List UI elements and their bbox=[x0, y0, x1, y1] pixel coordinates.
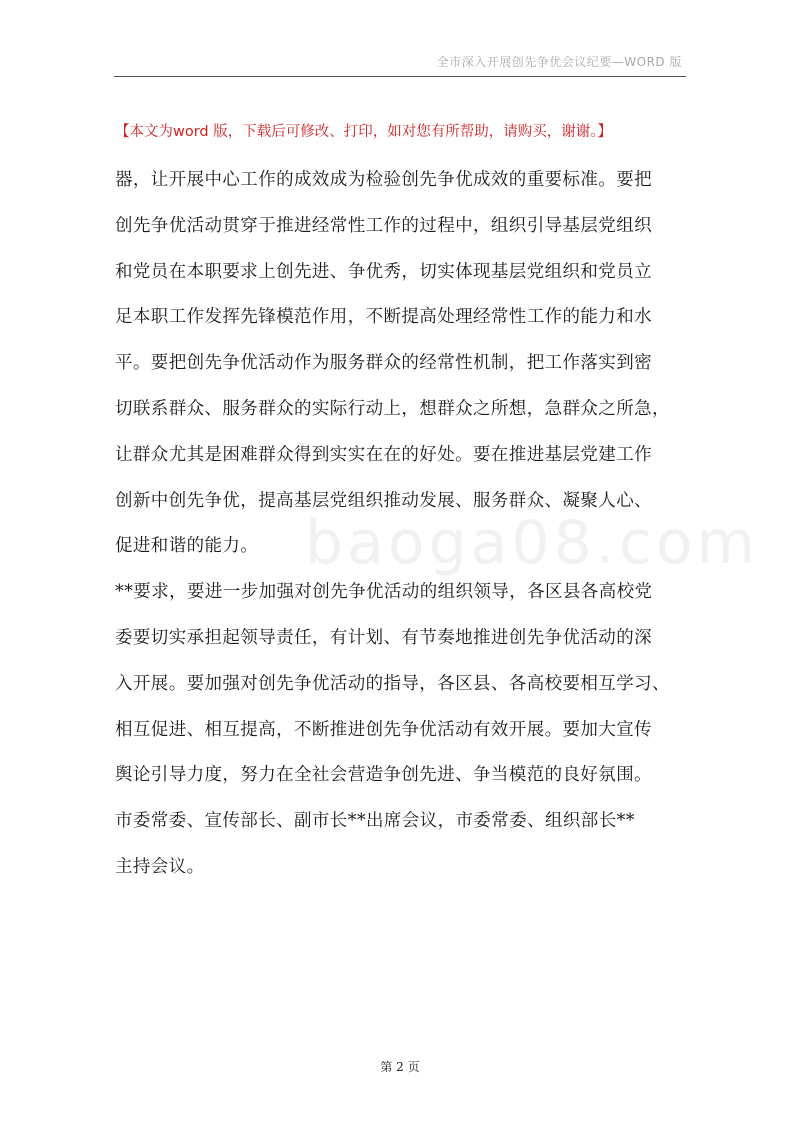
document-body bbox=[115, 158, 690, 891]
body-line: **要求，要进一步加强对创先争优活动的组织领导，各区县各高校党 bbox=[115, 582, 653, 603]
body-line: 主持会议。 bbox=[115, 856, 205, 877]
body-line: 委要切实承担起领导责任，有计划、有节奏地推进创先争优活动的深 bbox=[115, 627, 652, 648]
header-divider bbox=[114, 76, 686, 77]
body-line: 入开展。要加强对创先争优活动的指导，各区县、各高校要相互学习、 bbox=[115, 673, 670, 694]
page-number: 第 2 页 bbox=[380, 1060, 420, 1074]
watermark: baoga08.com bbox=[305, 508, 759, 578]
body-line: 舆论引导力度，努力在全社会营造争创先进、争当模范的良好氛围。 bbox=[115, 765, 652, 786]
body-line: 促进和谐的能力。 bbox=[115, 536, 259, 557]
body-line: 创先争优活动贯穿于推进经常性工作的过程中，组织引导基层党组织 bbox=[115, 215, 652, 236]
body-line: 器，让开展中心工作的成效成为检验创先争优成效的重要标准。要把 bbox=[115, 170, 652, 190]
body-line: 让群众尤其是困难群众得到实实在在的好处。要在推进基层党建工作 bbox=[115, 444, 652, 465]
body-line: 平。要把创先争优活动作为服务群众的经常性机制，把工作落实到密 bbox=[115, 353, 652, 374]
body-line: 切联系群众、服务群众的实际行动上，想群众之所想，急群众之所急， bbox=[115, 398, 670, 419]
body-line: 创新中创先争优，提高基层党组织推动发展、服务群众、凝聚人心、 bbox=[115, 490, 652, 511]
document-header-title: 全市深入开展创先争优会议纪要—WORD 版 bbox=[436, 55, 682, 69]
body-line: 和党员在本职要求上创先进、争优秀，切实体现基层党组织和党员立 bbox=[115, 261, 652, 282]
purchase-notice: 【本文为word 版，下载后可修改、打印，如对您有所帮助，请购买，谢谢。】 bbox=[115, 124, 612, 140]
body-line: 足本职工作发挥先锋模范作用，不断提高处理经常性工作的能力和水 bbox=[115, 307, 652, 328]
body-line: 相互促进、相互提高，不断推进创先争优活动有效开展。要加大宣传 bbox=[115, 719, 652, 740]
body-line: 市委常委、宣传部长、副市长**出席会议，市委常委、组织部长** bbox=[115, 811, 635, 832]
